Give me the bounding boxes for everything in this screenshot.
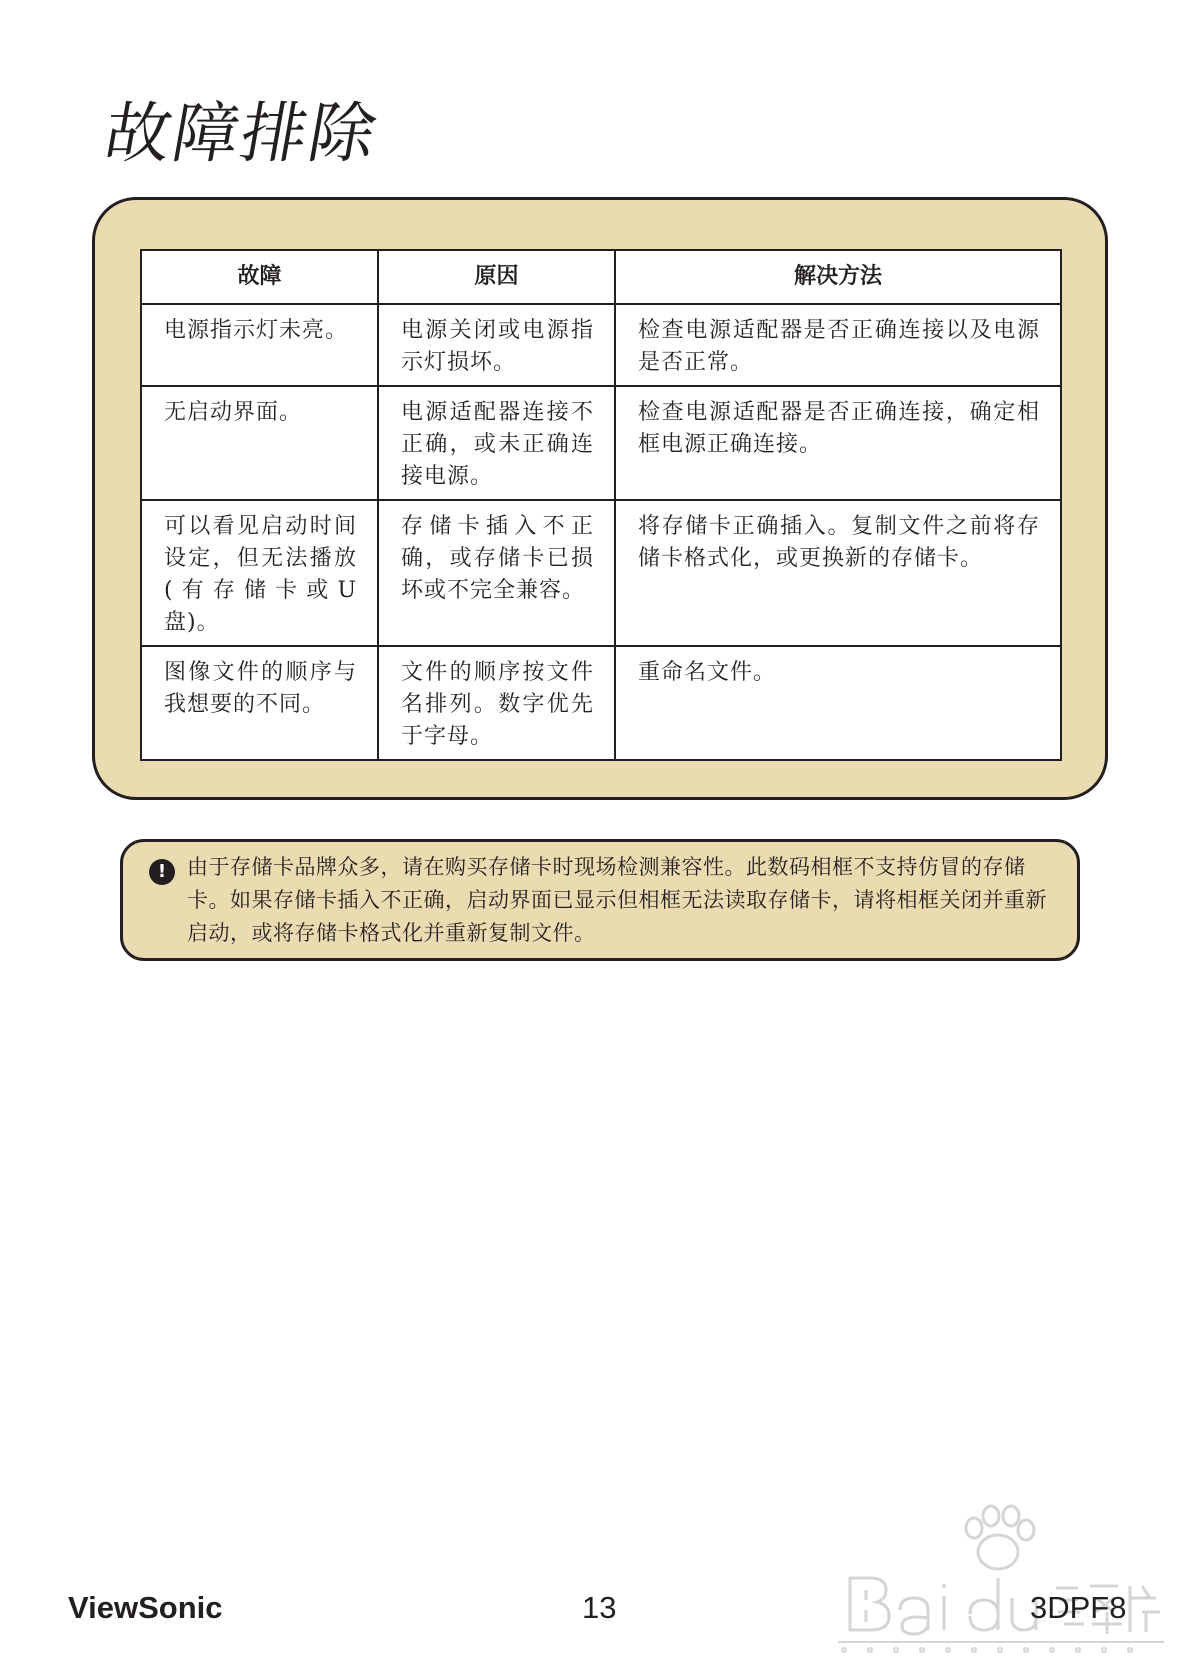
cause-cell: 电源关闭或电源指示灯损坏。 — [378, 304, 615, 386]
baidu-watermark-logo — [830, 1500, 1170, 1660]
warning-note — [120, 839, 1080, 961]
table-row — [141, 304, 1061, 386]
problem-cell: 无启动界面。 — [141, 386, 378, 500]
problem-cell: 可以看见启动时间设定，但无法播放(有存储卡或U盘)。 — [141, 500, 378, 646]
solution-cell: 重命名文件。 — [615, 646, 1061, 760]
column-header-problem: 故障 — [141, 250, 378, 304]
column-header-solution: 解决方法 — [615, 250, 1061, 304]
table-row — [141, 646, 1061, 760]
page-title: 故障排除 — [98, 95, 385, 172]
solution-cell: 检查电源适配器是否正确连接以及电源是否正常。 — [615, 304, 1061, 386]
problem-cell: 图像文件的顺序与我想要的不同。 — [141, 646, 378, 760]
warning-icon: ! — [149, 859, 175, 885]
column-header-cause: 原因 — [378, 250, 615, 304]
table-row — [141, 386, 1061, 500]
solution-cell: 将存储卡正确插入。复制文件之前将存储卡格式化，或更换新的存储卡。 — [615, 500, 1061, 646]
cause-cell: 存储卡插入不正确，或存储卡已损坏或不完全兼容。 — [378, 500, 615, 646]
warning-note-text: 由于存储卡品牌众多，请在购买存储卡时现场检测兼容性。此数码相框不支持仿冒的存储卡。如果存储卡插入不正确，启动界面已显示但相框无法读取存储卡，请将相框关闭并重新启动，或将存储卡格式化并重新复制文件。 — [187, 855, 1047, 945]
solution-cell: 检查电源适配器是否正确连接，确定相框电源正确连接。 — [615, 386, 1061, 500]
table-header-row — [141, 250, 1061, 304]
cause-cell: 文件的顺序按文件名排列。数字优先于字母。 — [378, 646, 615, 760]
troubleshooting-table — [140, 249, 1062, 761]
cause-cell: 电源适配器连接不正确，或未正确连接电源。 — [378, 386, 615, 500]
page-number: 13 — [582, 1590, 617, 1625]
problem-cell: 电源指示灯未亮。 — [141, 304, 378, 386]
brand-name: ViewSonic — [68, 1590, 223, 1625]
table-row — [141, 500, 1061, 646]
model-number: 3DPF8 — [1030, 1590, 1127, 1625]
